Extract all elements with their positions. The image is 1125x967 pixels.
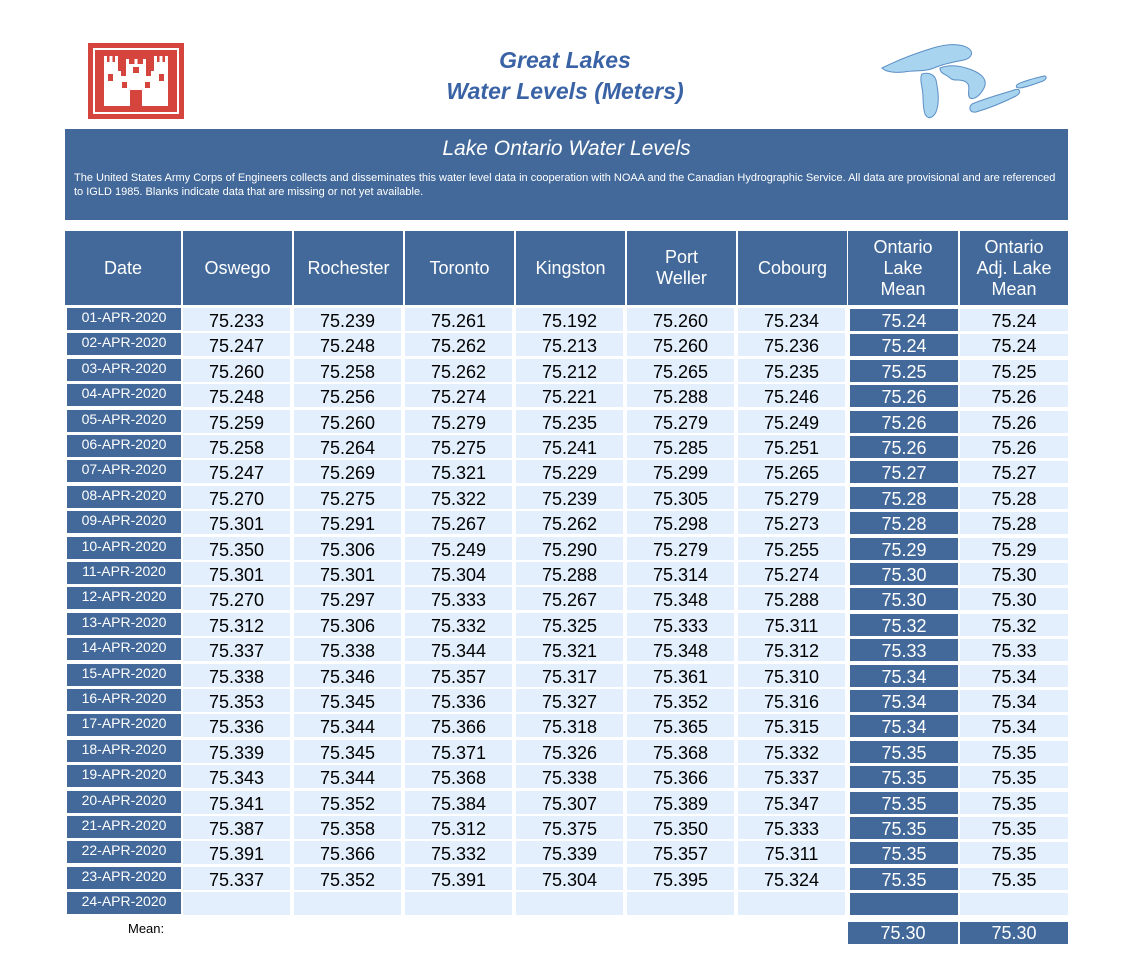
cell-kingston: 75.326 [516, 740, 623, 763]
cell-ontario-adj-lake-mean [960, 893, 1068, 915]
cell-ontario-adj-lake-mean: 75.28 [960, 512, 1068, 534]
cell-cobourg: 75.246 [738, 384, 845, 407]
cell-oswego: 75.391 [183, 841, 290, 864]
cell-oswego: 75.301 [183, 562, 290, 585]
cell-ontario-adj-lake-mean: 75.35 [960, 842, 1068, 864]
cell-port-weller: 75.285 [627, 435, 734, 458]
cell-oswego [183, 892, 290, 915]
cell-ontario-lake-mean: 75.28 [850, 487, 958, 509]
cell-ontario-lake-mean: 75.32 [850, 614, 958, 636]
cell-toronto: 75.249 [405, 537, 512, 560]
cell-toronto: 75.366 [405, 714, 512, 737]
cell-toronto: 75.279 [405, 410, 512, 433]
cell-ontario-lake-mean: 75.28 [850, 512, 958, 534]
cell-rochester: 75.264 [294, 435, 401, 458]
cell-cobourg: 75.332 [738, 740, 845, 763]
row-date: 15-APR-2020 [67, 664, 181, 686]
cell-port-weller: 75.348 [627, 587, 734, 610]
column-header-text: Mean [880, 278, 926, 299]
castle-logo-icon [88, 43, 184, 119]
info-banner [65, 129, 1068, 220]
cell-ontario-adj-lake-mean: 75.35 [960, 741, 1068, 763]
row-date: 11-APR-2020 [67, 562, 181, 584]
cell-ontario-adj-lake-mean: 75.27 [960, 461, 1068, 483]
cell-kingston: 75.229 [516, 460, 623, 483]
cell-cobourg: 75.249 [738, 410, 845, 433]
cell-toronto: 75.384 [405, 791, 512, 814]
cell-port-weller: 75.298 [627, 511, 734, 534]
cell-port-weller: 75.314 [627, 562, 734, 585]
cell-oswego: 75.350 [183, 537, 290, 560]
cell-oswego: 75.387 [183, 816, 290, 839]
banner-description: The United States Army Corps of Engineers collects and disseminates this water level data in cooperation with NOAA and the Canadian Hydrographic Service. All data are provisional and are referenced to IGLD 1985. Blanks indicate data that are missing or not yet available. [74, 172, 1056, 198]
cell-ontario-adj-lake-mean: 75.26 [960, 436, 1068, 458]
cell-ontario-adj-lake-mean: 75.24 [960, 309, 1068, 331]
row-date: 06-APR-2020 [67, 435, 181, 457]
cell-kingston: 75.212 [516, 359, 623, 382]
row-date: 24-APR-2020 [67, 892, 181, 914]
cell-toronto: 75.304 [405, 562, 512, 585]
cell-kingston: 75.338 [516, 765, 623, 788]
cell-rochester: 75.344 [294, 714, 401, 737]
cell-cobourg: 75.251 [738, 435, 845, 458]
cell-cobourg: 75.236 [738, 333, 845, 356]
row-date: 17-APR-2020 [67, 714, 181, 736]
row-date: 18-APR-2020 [67, 740, 181, 762]
row-date: 16-APR-2020 [67, 689, 181, 711]
page-title-line2: Water Levels (Meters) [446, 78, 684, 104]
cell-oswego: 75.233 [183, 308, 290, 331]
cell-cobourg: 75.235 [738, 359, 845, 382]
cell-ontario-lake-mean: 75.35 [850, 766, 958, 788]
column-header-port-weller [627, 231, 736, 305]
cell-ontario-adj-lake-mean: 75.35 [960, 868, 1068, 890]
cell-oswego: 75.270 [183, 587, 290, 610]
cell-rochester: 75.366 [294, 841, 401, 864]
column-header-text: Cobourg [757, 257, 828, 278]
cell-ontario-lake-mean: 75.30 [850, 588, 958, 610]
cell-cobourg: 75.324 [738, 867, 845, 890]
row-date: 10-APR-2020 [67, 537, 181, 559]
cell-oswego: 75.343 [183, 765, 290, 788]
cell-rochester: 75.346 [294, 664, 401, 687]
cell-toronto: 75.261 [405, 308, 512, 331]
cell-rochester: 75.352 [294, 867, 401, 890]
cell-ontario-lake-mean: 75.35 [850, 741, 958, 763]
cell-ontario-lake-mean: 75.35 [850, 842, 958, 864]
cell-rochester: 75.291 [294, 511, 401, 534]
column-header-kingston [516, 231, 625, 305]
cell-ontario-lake-mean: 75.27 [850, 461, 958, 483]
cell-toronto: 75.332 [405, 613, 512, 636]
cell-rochester: 75.275 [294, 486, 401, 509]
cell-cobourg: 75.288 [738, 587, 845, 610]
cell-kingston: 75.235 [516, 410, 623, 433]
cell-oswego: 75.301 [183, 511, 290, 534]
column-header-cobourg [738, 231, 847, 305]
cell-rochester: 75.306 [294, 537, 401, 560]
cell-ontario-lake-mean: 75.34 [850, 690, 958, 712]
column-header-text: Rochester [307, 257, 390, 278]
cell-kingston: 75.290 [516, 537, 623, 560]
cell-ontario-lake-mean: 75.34 [850, 665, 958, 687]
cell-cobourg: 75.234 [738, 308, 845, 331]
cell-kingston: 75.307 [516, 791, 623, 814]
row-date: 07-APR-2020 [67, 460, 181, 482]
column-header-text: Date [103, 257, 143, 278]
cell-cobourg: 75.315 [738, 714, 845, 737]
cell-ontario-adj-lake-mean: 75.28 [960, 487, 1068, 509]
cell-toronto: 75.332 [405, 841, 512, 864]
cell-cobourg: 75.265 [738, 460, 845, 483]
cell-rochester: 75.352 [294, 791, 401, 814]
cell-oswego: 75.312 [183, 613, 290, 636]
cell-kingston: 75.213 [516, 333, 623, 356]
cell-toronto: 75.262 [405, 333, 512, 356]
cell-oswego: 75.259 [183, 410, 290, 433]
cell-toronto: 75.357 [405, 664, 512, 687]
column-header-text: Kingston [535, 257, 606, 278]
cell-kingston: 75.325 [516, 613, 623, 636]
cell-ontario-adj-lake-mean: 75.34 [960, 665, 1068, 687]
cell-port-weller: 75.265 [627, 359, 734, 382]
cell-rochester: 75.301 [294, 562, 401, 585]
cell-rochester: 75.297 [294, 587, 401, 610]
cell-oswego: 75.337 [183, 638, 290, 661]
cell-kingston: 75.192 [516, 308, 623, 331]
cell-rochester: 75.345 [294, 740, 401, 763]
cell-toronto: 75.368 [405, 765, 512, 788]
cell-kingston: 75.304 [516, 867, 623, 890]
cell-toronto: 75.333 [405, 587, 512, 610]
cell-port-weller: 75.260 [627, 333, 734, 356]
cell-ontario-lake-mean: 75.24 [850, 334, 958, 356]
cell-ontario-lake-mean: 75.29 [850, 538, 958, 560]
row-date: 19-APR-2020 [67, 765, 181, 787]
row-date: 08-APR-2020 [67, 486, 181, 508]
cell-oswego: 75.260 [183, 359, 290, 382]
cell-port-weller: 75.352 [627, 689, 734, 712]
column-header-oswego [183, 231, 292, 305]
cell-toronto: 75.262 [405, 359, 512, 382]
cell-port-weller: 75.361 [627, 664, 734, 687]
cell-ontario-adj-lake-mean: 75.30 [960, 588, 1068, 610]
cell-cobourg: 75.347 [738, 791, 845, 814]
cell-rochester: 75.306 [294, 613, 401, 636]
cell-ontario-adj-lake-mean: 75.32 [960, 614, 1068, 636]
cell-kingston: 75.317 [516, 664, 623, 687]
cell-ontario-lake-mean: 75.35 [850, 792, 958, 814]
cell-toronto: 75.336 [405, 689, 512, 712]
cell-cobourg: 75.274 [738, 562, 845, 585]
cell-cobourg: 75.333 [738, 816, 845, 839]
row-date: 20-APR-2020 [67, 791, 181, 813]
row-date: 02-APR-2020 [67, 333, 181, 355]
cell-rochester [294, 892, 401, 915]
ontario-adj-lake-overall-mean: 75.30 [960, 922, 1068, 944]
cell-ontario-adj-lake-mean: 75.35 [960, 817, 1068, 839]
cell-ontario-lake-mean: 75.35 [850, 817, 958, 839]
cell-kingston: 75.221 [516, 384, 623, 407]
cell-cobourg: 75.279 [738, 486, 845, 509]
cell-ontario-adj-lake-mean: 75.26 [960, 385, 1068, 407]
cell-oswego: 75.247 [183, 460, 290, 483]
column-header-ontario-adj-lake-mean [960, 231, 1068, 305]
banner-title: Lake Ontario Water Levels [442, 137, 691, 160]
cell-port-weller: 75.279 [627, 410, 734, 433]
cell-cobourg: 75.273 [738, 511, 845, 534]
cell-ontario-lake-mean: 75.26 [850, 436, 958, 458]
column-header-text: Weller [656, 268, 707, 288]
cell-cobourg: 75.255 [738, 537, 845, 560]
cell-ontario-adj-lake-mean: 75.24 [960, 334, 1068, 356]
cell-ontario-lake-mean: 75.25 [850, 360, 958, 382]
cell-rochester: 75.239 [294, 308, 401, 331]
cell-ontario-lake-mean: 75.24 [850, 309, 958, 331]
cell-port-weller: 75.365 [627, 714, 734, 737]
column-header-text: Lake [883, 257, 923, 278]
cell-port-weller: 75.350 [627, 816, 734, 839]
cell-oswego: 75.341 [183, 791, 290, 814]
cell-oswego: 75.258 [183, 435, 290, 458]
cell-rochester: 75.256 [294, 384, 401, 407]
cell-port-weller: 75.279 [627, 537, 734, 560]
cell-rochester: 75.260 [294, 410, 401, 433]
cell-port-weller: 75.333 [627, 613, 734, 636]
cell-kingston: 75.321 [516, 638, 623, 661]
cell-oswego: 75.247 [183, 333, 290, 356]
cell-oswego: 75.337 [183, 867, 290, 890]
cell-kingston: 75.267 [516, 587, 623, 610]
cell-cobourg: 75.311 [738, 613, 845, 636]
column-header-text: Adj. Lake [976, 257, 1052, 278]
cell-oswego: 75.270 [183, 486, 290, 509]
page-title-line1: Great Lakes [499, 47, 631, 73]
column-header-text: Toronto [429, 257, 490, 278]
row-date: 23-APR-2020 [67, 867, 181, 889]
cell-port-weller: 75.260 [627, 308, 734, 331]
cell-oswego: 75.353 [183, 689, 290, 712]
cell-kingston: 75.318 [516, 714, 623, 737]
cell-toronto: 75.275 [405, 435, 512, 458]
cell-toronto: 75.312 [405, 816, 512, 839]
column-header-text: Port [664, 247, 698, 267]
cell-cobourg: 75.316 [738, 689, 845, 712]
column-header-text: Ontario [873, 236, 933, 257]
cell-ontario-lake-mean: 75.34 [850, 715, 958, 737]
cell-toronto: 75.344 [405, 638, 512, 661]
cell-oswego: 75.338 [183, 664, 290, 687]
cell-ontario-lake-mean: 75.33 [850, 639, 958, 661]
cell-rochester: 75.344 [294, 765, 401, 788]
row-date: 12-APR-2020 [67, 587, 181, 609]
column-header-text: Ontario [984, 236, 1044, 257]
row-date: 14-APR-2020 [67, 638, 181, 660]
cell-rochester: 75.358 [294, 816, 401, 839]
cell-cobourg [738, 892, 845, 915]
cell-ontario-adj-lake-mean: 75.30 [960, 563, 1068, 585]
cell-kingston: 75.288 [516, 562, 623, 585]
great-lakes-map-icon [878, 40, 1048, 122]
cell-rochester: 75.269 [294, 460, 401, 483]
cell-kingston: 75.327 [516, 689, 623, 712]
cell-toronto: 75.321 [405, 460, 512, 483]
row-date: 09-APR-2020 [67, 511, 181, 533]
cell-toronto: 75.391 [405, 867, 512, 890]
cell-kingston: 75.262 [516, 511, 623, 534]
cell-port-weller: 75.368 [627, 740, 734, 763]
cell-rochester: 75.258 [294, 359, 401, 382]
row-date: 05-APR-2020 [67, 410, 181, 432]
cell-kingston: 75.241 [516, 435, 623, 458]
cell-cobourg: 75.311 [738, 841, 845, 864]
cell-ontario-lake-mean: 75.26 [850, 411, 958, 433]
column-header-ontario-lake-mean [848, 231, 958, 305]
cell-toronto: 75.274 [405, 384, 512, 407]
row-date: 03-APR-2020 [67, 359, 181, 381]
row-date: 13-APR-2020 [67, 613, 181, 635]
cell-cobourg: 75.310 [738, 664, 845, 687]
cell-ontario-adj-lake-mean: 75.35 [960, 766, 1068, 788]
cell-ontario-adj-lake-mean: 75.34 [960, 715, 1068, 737]
cell-ontario-adj-lake-mean: 75.29 [960, 538, 1068, 560]
cell-ontario-adj-lake-mean: 75.35 [960, 792, 1068, 814]
cell-ontario-adj-lake-mean: 75.33 [960, 639, 1068, 661]
cell-rochester: 75.338 [294, 638, 401, 661]
cell-kingston [516, 892, 623, 915]
cell-cobourg: 75.337 [738, 765, 845, 788]
column-header-date [65, 231, 181, 305]
cell-ontario-lake-mean [850, 893, 958, 915]
row-date: 22-APR-2020 [67, 841, 181, 863]
cell-oswego: 75.336 [183, 714, 290, 737]
cell-toronto: 75.371 [405, 740, 512, 763]
cell-ontario-lake-mean: 75.30 [850, 563, 958, 585]
cell-kingston: 75.239 [516, 486, 623, 509]
cell-kingston: 75.339 [516, 841, 623, 864]
cell-rochester: 75.345 [294, 689, 401, 712]
cell-ontario-adj-lake-mean: 75.34 [960, 690, 1068, 712]
cell-port-weller: 75.357 [627, 841, 734, 864]
row-date: 01-APR-2020 [67, 308, 181, 330]
row-date: 21-APR-2020 [67, 816, 181, 838]
cell-ontario-adj-lake-mean: 75.25 [960, 360, 1068, 382]
cell-port-weller: 75.305 [627, 486, 734, 509]
cell-ontario-lake-mean: 75.26 [850, 385, 958, 407]
cell-oswego: 75.248 [183, 384, 290, 407]
cell-port-weller: 75.395 [627, 867, 734, 890]
column-header-text: Oswego [204, 257, 271, 278]
cell-port-weller: 75.389 [627, 791, 734, 814]
cell-port-weller [627, 892, 734, 915]
row-date: 04-APR-2020 [67, 384, 181, 406]
cell-rochester: 75.248 [294, 333, 401, 356]
cell-port-weller: 75.288 [627, 384, 734, 407]
column-header-toronto [405, 231, 514, 305]
cell-toronto: 75.322 [405, 486, 512, 509]
cell-oswego: 75.339 [183, 740, 290, 763]
cell-port-weller: 75.299 [627, 460, 734, 483]
cell-port-weller: 75.366 [627, 765, 734, 788]
cell-toronto: 75.267 [405, 511, 512, 534]
cell-cobourg: 75.312 [738, 638, 845, 661]
cell-ontario-lake-mean: 75.35 [850, 868, 958, 890]
mean-label: Mean: [128, 921, 165, 936]
cell-kingston: 75.375 [516, 816, 623, 839]
cell-port-weller: 75.348 [627, 638, 734, 661]
cell-toronto [405, 892, 512, 915]
column-header-rochester [294, 231, 403, 305]
cell-ontario-adj-lake-mean: 75.26 [960, 411, 1068, 433]
column-header-text: Mean [991, 278, 1037, 299]
ontario-lake-overall-mean: 75.30 [848, 922, 958, 944]
